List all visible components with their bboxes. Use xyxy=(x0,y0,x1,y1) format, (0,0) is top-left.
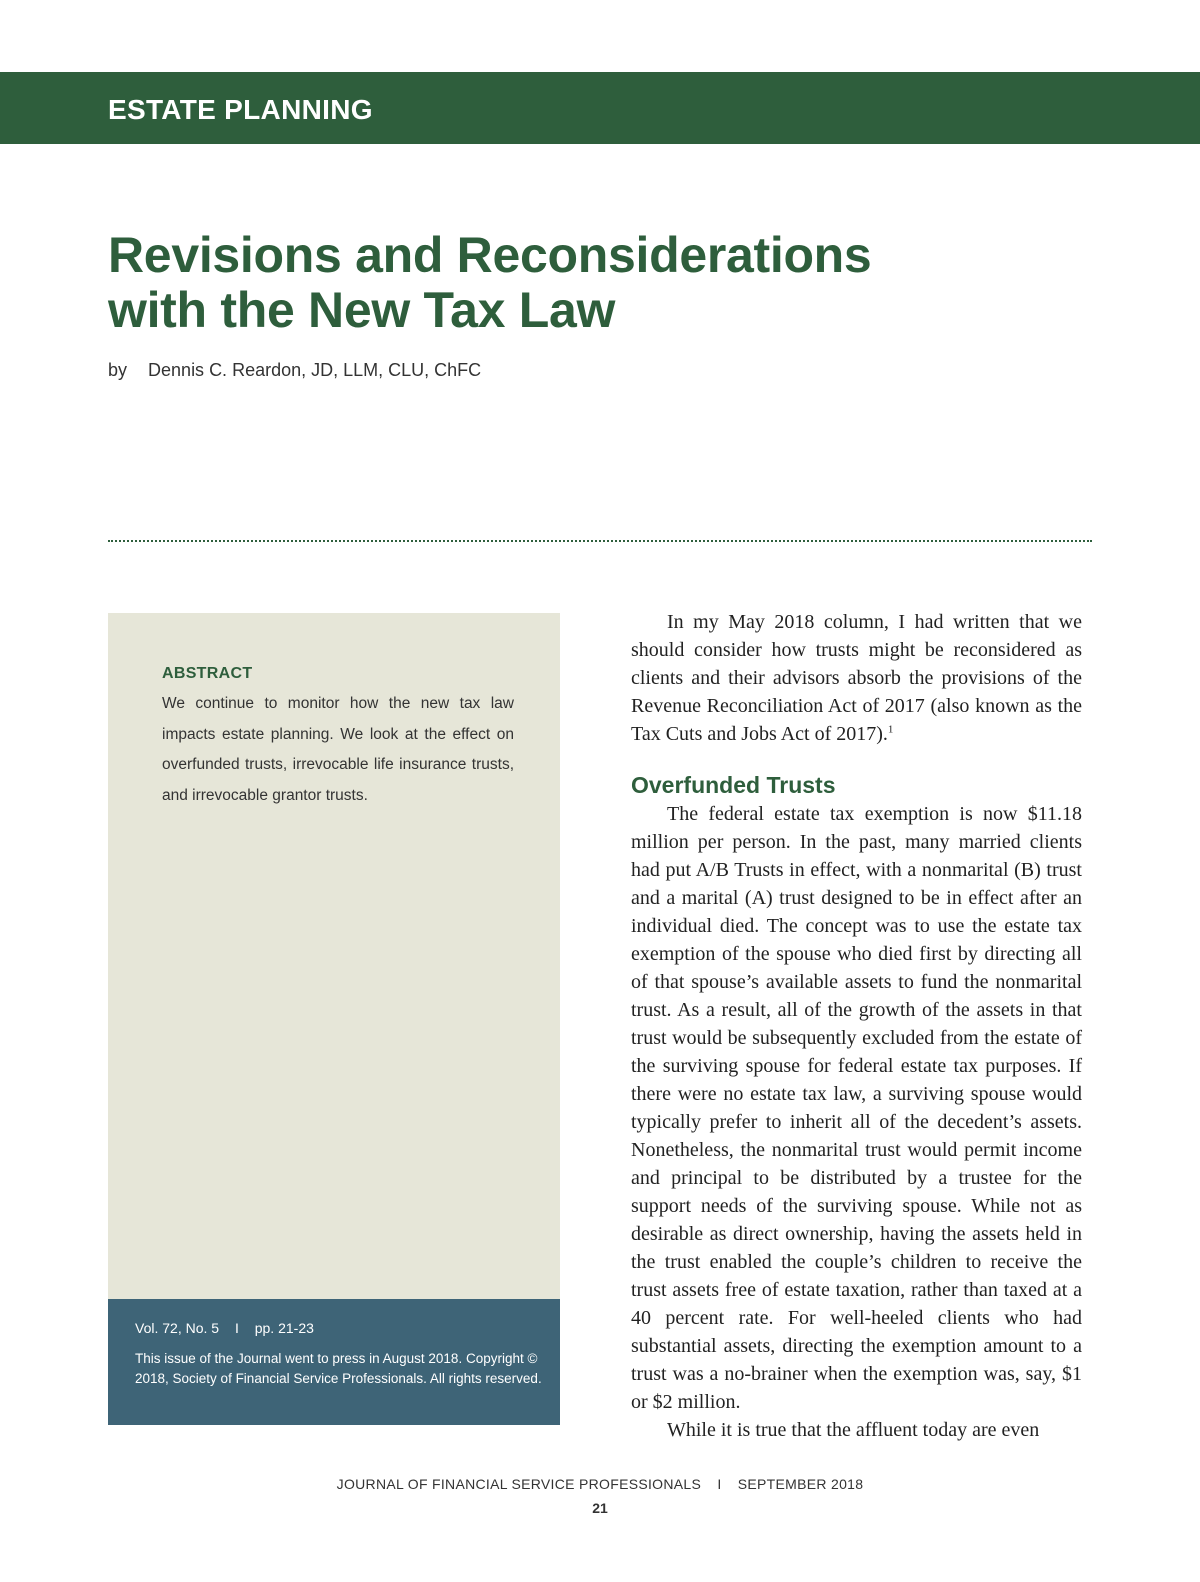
page-number: 21 xyxy=(592,1500,608,1516)
article-title-line-2: with the New Tax Law xyxy=(108,282,616,338)
byline-prefix: by xyxy=(108,360,128,380)
abstract-text: We continue to monitor how the new tax law impacts estate planning. We look at the effect on overfunded trusts, irrevocable life insurance trusts, and irrevocable grantor trusts. xyxy=(162,695,514,804)
intro-paragraph xyxy=(631,608,1082,748)
section-banner xyxy=(0,72,1200,144)
intro-paragraph-text: In my May 2018 column, I had written that we should consider how trusts might be reconsidered as clients and their advisors absorb the provisions of the Revenue Reconciliation Act of 2017 (also known as the Tax Cuts and Jobs Act of 2017). xyxy=(631,611,1082,745)
publication-info-box xyxy=(108,1299,560,1425)
journal-name: JOURNAL OF FINANCIAL SERVICE PROFESSIONALS xyxy=(336,1476,702,1492)
dotted-divider xyxy=(108,540,1092,542)
volume-number: Vol. 72, No. 5 xyxy=(135,1320,220,1336)
byline xyxy=(108,360,481,381)
article-body xyxy=(631,608,1082,1444)
continuing-paragraph: While it is true that the affluent today are even xyxy=(667,1419,1040,1441)
page-footer xyxy=(0,1476,1200,1492)
author-name: Dennis C. Reardon, JD, LLM, CLU, ChFC xyxy=(148,360,482,380)
body-paragraph: The federal estate tax exemption is now $11.18 million per person. In the past, many married clients had put A/B Trusts in effect, with a nonmarital (B) trust and a marital (A) trust designed to be in effect after an individual died. The concept was to use the estate tax exemption of the spouse who died first by directing all of that spouse’s available assets to fund the nonmarital trust. As a result, all of the growth of the assets in that trust would be subsequently excluded from the estate of the surviving spouse for federal estate tax purposes. If there were no estate tax law, a surviving spouse would typically prefer to inherit all of the decedent’s assets. Nonetheless, the nonmarital trust would permit income and principal to be distributed by a trustee for the support needs of the surviving spouse. While not as desirable as direct ownership, having the assets held in the trust enabled the couple’s children to receive the trust assets free of estate taxation, rather than taxed at a 40 percent rate. For well-heeled clients who had substantial assets, directing the exemption amount to a trust was a no-brainer when the exemption was, say, $1 or $2 million. xyxy=(631,803,1082,1413)
issue-date: SEPTEMBER 2018 xyxy=(737,1476,864,1492)
volume-separator: I xyxy=(234,1320,239,1336)
abstract-heading: ABSTRACT xyxy=(162,665,253,682)
page-range: pp. 21-23 xyxy=(254,1320,314,1336)
abstract-sidebar xyxy=(108,613,560,1425)
footer-separator: I xyxy=(717,1476,722,1492)
volume-line xyxy=(135,1320,314,1336)
section-label: ESTATE PLANNING xyxy=(108,94,373,125)
article-title-line-1: Revisions and Reconsiderations xyxy=(108,227,872,283)
article-title xyxy=(108,228,1008,338)
section-heading: Overfunded Trusts xyxy=(631,772,836,798)
footnote-marker: 1 xyxy=(887,723,894,736)
copyright-note: This issue of the Journal went to press in August 2018. Copyright © 2018, Society of Financial Service Professionals. All rights reserved. xyxy=(135,1351,542,1386)
